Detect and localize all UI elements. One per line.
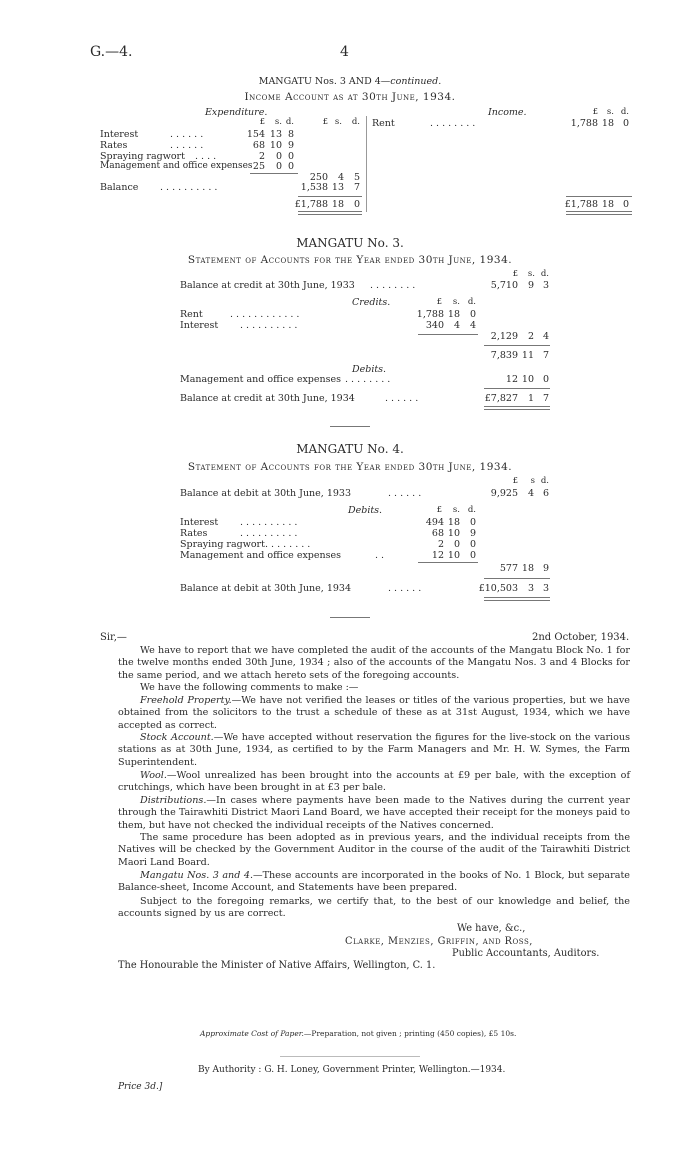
m3-credits-heading: Credits. [352,297,391,308]
cur-pound: £ [259,117,265,127]
rule [484,345,550,346]
cur-shilling: s. [452,505,460,515]
expenditure-heading: Expenditure. [205,107,268,118]
cost-note: Approximate Cost of Paper.—Preparation, not given ; printing (450 copies), £5 10s. [200,1029,517,1038]
cur-pound: £ [436,505,442,515]
cur-pence: d. [285,117,294,127]
salutation: Sir,— [100,632,127,643]
paragraph: Wool.—Wool unrealized has been brought into the accounts at £9 per bale, with the exception of crutchings, which have been brought in at £3 per bale. [118,770,630,794]
cur-shilling: s. [452,297,460,307]
paragraph: Mangatu Nos. 3 and 4.—These accounts are incorporated in the books of No. 1 Block, but separate Balance-sheet, Income Account, and Statements have been prepared. [118,870,630,894]
cur-pence: d. [467,505,476,515]
footer-rule [280,1056,420,1057]
cur-pence: d. [540,269,549,279]
paragraph: Stock Account.—We have accepted without reservation the figures for the live-stock on the various stations as at 30th June, 1934, as certified to by the Farm Managers and Mr. H. W. Symes, the Farm Superintendent. [118,732,630,768]
cur-shilling: s. [334,117,342,127]
paragraph: The same procedure has been adopted as in previous years, and the individual receipts from the Natives will be checked by the Government Auditor in the course of the audit of the Tairawhiti District Maori Land Board. [118,832,630,868]
double-rule [298,211,362,215]
cur-pound: £ [322,117,328,127]
double-rule [484,406,550,410]
paragraph: Freehold Property.—We have not verified the leases or titles of the various properties, but we have obtained from the solicitors to the trust a schedule of these as at 31st August, 1934, which we have accepted as correct. [118,695,630,731]
column-divider [366,116,367,212]
cur-shilling: s. [527,269,535,279]
addressee: The Honourable the Minister of Native Affairs, Wellington, C. 1. [118,960,436,971]
paragraph: Subject to the foregoing remarks, we certify that, to the best of our knowledge and belief, the accounts signed by us are correct. [118,896,630,920]
m3-debits-heading: Debits. [352,364,387,375]
authority-line: By Authority : G. H. Loney, Government Printer, Wellington.—1934. [198,1065,506,1075]
rule [250,173,298,174]
cur-shilling: s. [606,107,614,117]
rule [484,388,550,389]
signatory-title: Public Accountants, Auditors. [452,948,600,959]
price: Price 3d.] [118,1082,163,1092]
page-number: 4 [340,44,349,60]
income-heading: Income. [488,107,527,118]
cur-pound: £ [512,476,518,486]
rule [418,562,478,563]
rule [484,578,550,579]
letter-date: 2nd October, 1934. [532,632,630,643]
paragraph: Distributions.—In cases where payments have been made to the Natives during the current year through the Tairawhiti District Maori Land Board, we have accepted their receipt for the moneys paid to them, but have not checked the individual receipts of the Natives concerned. [118,795,630,831]
m4-debits-heading: Debits. [348,505,383,516]
signatory: Clarke, Menzies, Griffin, and Ross, [345,936,533,947]
cur-shilling: s. [274,117,282,127]
paragraph: We have the following comments to make :— [140,682,359,693]
paragraph: We have to report that we have completed the audit of the accounts of the Mangatu Block No. 1 for the twelve months ended 30th June, 1934 ; also of the accounts of the Mangatu Nos. 3 and 4 Blocks for the same period, and we attach hereto sets of the foregoing accounts. [118,645,630,681]
m3-title: MANGATU No. 3. [296,236,404,250]
cur-pence: d. [540,476,549,486]
double-rule [484,597,550,601]
cur-shilling: s [530,476,535,486]
m4-title: MANGATU No. 4. [296,442,404,456]
income-subtitle: Income Account as at 30th June, 1934. [244,91,456,103]
letter-closing: We have, &c., [457,923,526,934]
m4-subtitle: Statement of Accounts for the Year ended 30th June, 1934. [187,461,513,473]
cur-pound: £ [436,297,442,307]
cur-pound: £ [592,107,598,117]
rule [418,334,478,335]
cur-pound: £ [512,269,518,279]
rule [566,196,632,197]
double-rule [566,211,632,215]
rule [298,196,362,197]
page-ref: G.—4. [90,44,133,60]
cur-pence: d. [351,117,360,127]
section-divider [330,426,370,427]
income-title: MANGATU Nos. 3 AND 4—continued. [258,76,442,87]
section-divider [330,617,370,618]
m3-subtitle: Statement of Accounts for the Year ended 30th June, 1934. [187,254,513,266]
cur-pence: d. [620,107,629,117]
cur-pence: d. [467,297,476,307]
